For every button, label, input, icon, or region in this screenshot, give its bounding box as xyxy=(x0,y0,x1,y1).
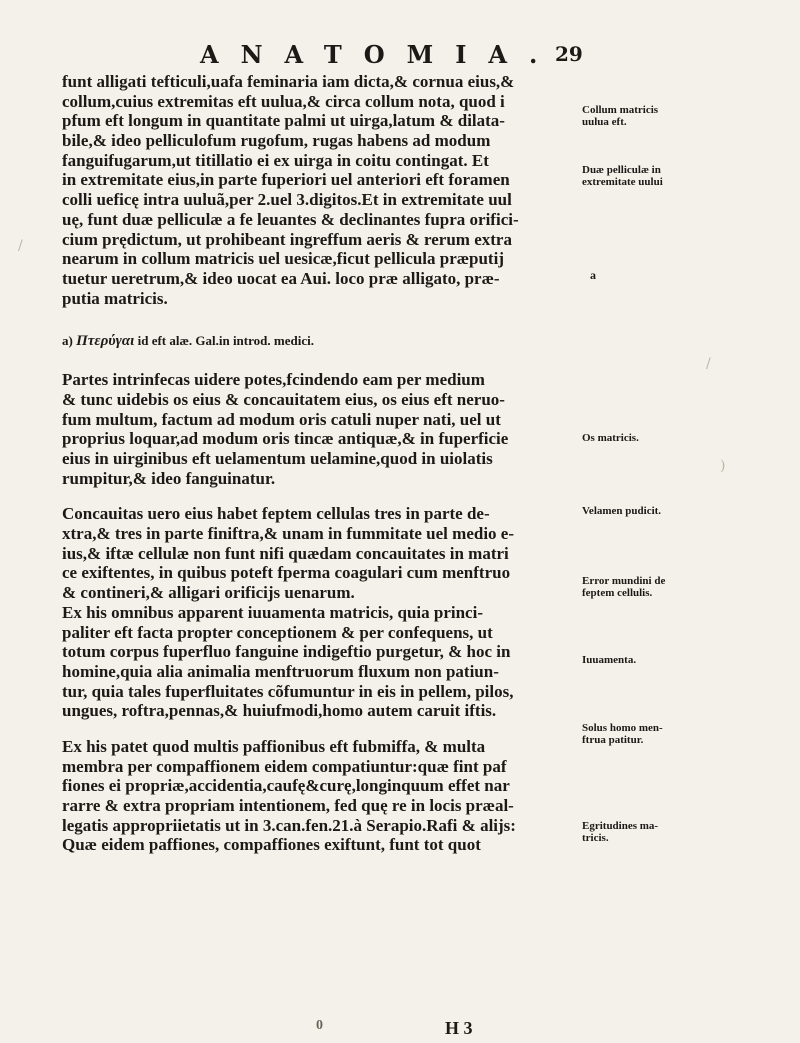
page-number: 29 xyxy=(555,42,583,66)
text-line: membra per compaffionem eidem compatiuntur:quæ fint paf xyxy=(62,756,507,776)
text-line: bile,& ideo pelliculofum rugofum, rugas habens ad modum xyxy=(62,131,491,151)
margin-note-solus-homo xyxy=(582,722,787,746)
text-line: ungues, roftra,pennas,& huiufmodi,homo autem caruit iftis. xyxy=(62,701,497,721)
text-line: funt alligati tefticuli,uafa feminaria iam dicta,& cornua eius,& xyxy=(62,72,515,91)
text-line: nearum in collum matricis uel uesicæ,ficut pellicula præputij xyxy=(62,249,504,269)
text-line: fiones ei propriæ,accidentia,caufę&curę,longinquum effet nar xyxy=(62,776,510,796)
text-line: uę, funt duæ pelliculæ a fe leuantes & declinantes fupra orifici- xyxy=(62,209,519,229)
margin-note-line: Egritudines ma- xyxy=(582,820,659,832)
text-line: pfum eft longum in quantitate palmi ut uirga,latum & dilata- xyxy=(62,111,505,131)
text-line: Partes intrinfecas uidere potes,fcindendo eam per medium xyxy=(62,370,485,390)
text-line: proprius loquar,ad modum oris tincæ antiquæ,& in fuperficie xyxy=(62,429,509,449)
margin-marker-a: a xyxy=(590,268,596,282)
signature-line xyxy=(0,1018,800,1040)
paragraph-4 xyxy=(62,603,570,721)
margin-note-line: Duæ pelliculæ in xyxy=(582,164,661,176)
text-line: Ex his patet quod multis paffionibus eft fubmiffa, & multa xyxy=(62,736,486,756)
text-line: & tunc uidebis os eius & concauitatem eius, os eius eft neruo- xyxy=(62,389,505,409)
paragraph-5 xyxy=(62,737,570,855)
text-line: collum,cuius extremitas eft uulua,& circa collum nota, quod i xyxy=(62,91,505,111)
footnote-marker: a) xyxy=(62,333,73,349)
bleed-through-mark: ) xyxy=(720,458,726,474)
margin-note-velamen xyxy=(582,505,787,517)
margin-note-line: uulua eft. xyxy=(582,116,627,128)
body-text xyxy=(62,72,570,855)
text-line: putia matricis. xyxy=(62,288,168,308)
footnote xyxy=(62,332,570,354)
printer-signature: H 3 xyxy=(445,1018,473,1038)
text-line: legatis appropriietatis ut in 3.can.fen.21.à Serapio.Rafi & alijs: xyxy=(62,815,516,835)
margin-note-line: Solus homo men- xyxy=(582,722,663,734)
text-line: & contineri,& alligari orificijs uenarum. xyxy=(62,583,355,603)
text-line: tur, quia tales fuperfluitates cõfumuntur in eis in pellem, pilos, xyxy=(62,681,514,701)
footnote-greek-word: Πτερύγαι xyxy=(76,333,135,350)
text-line: Ex his omnibus apparent iuuamenta matricis, quia princi- xyxy=(62,602,483,622)
text-line: homine,quia alia animalia menftruorum fluxum non patiun- xyxy=(62,661,499,681)
text-line: eius in uirginibus eft uelamentum uelamine,quod in uiolatis xyxy=(62,449,493,468)
margin-note-line: Collum matricis xyxy=(582,104,659,116)
paragraph-2 xyxy=(62,370,570,488)
text-line: ce exiftentes, in quibus poteft fperma coagulari cum menftruo xyxy=(62,563,511,583)
text-line: ius,& iftæ cellulæ non funt nifi quædam concauitates in matri xyxy=(62,543,509,563)
text-line: fanguifugarum,ut titillatio ei ex uirga in coitu contingat. Et xyxy=(62,150,489,170)
margin-note-line: ftrua patitur. xyxy=(582,734,644,746)
margin-note-duae-pelliculae xyxy=(582,164,787,188)
margin-note-line: Iuuamenta. xyxy=(582,654,637,666)
margin-note-line: feptem cellulis. xyxy=(582,587,653,599)
bleed-through-mark: / xyxy=(706,356,711,372)
text-line: rarre & extra propriam intentionem, fed quę re in locis præal- xyxy=(62,796,514,815)
text-line: cium prędictum, ut prohibeant ingreffum aeris & rerum extra xyxy=(62,229,512,249)
paragraph-3 xyxy=(62,504,570,602)
text-line: paliter eft facta propter conceptionem & per confequens, ut xyxy=(62,622,493,642)
stray-mark: 0 xyxy=(316,1018,323,1033)
margin-note-line: extremitate uului xyxy=(582,176,663,188)
margin-note-line: Os matricis. xyxy=(582,432,639,444)
footnote-text: id eft alæ. Gal.in introd. medici. xyxy=(137,333,314,349)
text-line: rumpitur,& ideo fanguinatur. xyxy=(62,468,276,488)
text-line: totum corpus fuperfluo fanguine indigeftio purgetur, & hoc in xyxy=(62,642,511,662)
text-line: Quæ eidem paffiones, compaffiones exiftunt, funt tot quot xyxy=(62,835,481,855)
margin-note-error-mundini xyxy=(582,575,787,599)
text-line: tuetur ueretrum,& ideo uocat ea Aui. loco præ alligato, præ- xyxy=(62,268,500,288)
margin-note-collum xyxy=(582,104,787,128)
text-line: Concauitas uero eius habet feptem cellulas tres in parte de- xyxy=(62,504,490,524)
text-line: fum multum, factum ad modum oris catuli nuper nati, uel ut xyxy=(62,409,501,429)
running-title: ANATOMIA. xyxy=(200,40,560,69)
margin-note-line: tricis. xyxy=(582,832,609,844)
text-line: colli ueficę intra uuluã,per 2.uel 3.digitos.Et in extremitate uul xyxy=(62,190,512,210)
margin-note-iuuamenta xyxy=(582,654,787,666)
margin-note-line: Error mundini de xyxy=(582,575,666,587)
margin-note-line: Velamen pudicit. xyxy=(582,505,662,517)
paragraph-1 xyxy=(62,72,570,308)
text-line: in extremitate eius,in parte fuperiori uel anteriori eft foramen xyxy=(62,170,510,190)
margin-note-os-matricis xyxy=(582,432,787,444)
margin-note-egritudines xyxy=(582,820,787,844)
bleed-through-mark: / xyxy=(18,238,23,254)
text-line: xtra,& tres in parte finiftra,& unam in fummitate uel medio e- xyxy=(62,524,514,544)
